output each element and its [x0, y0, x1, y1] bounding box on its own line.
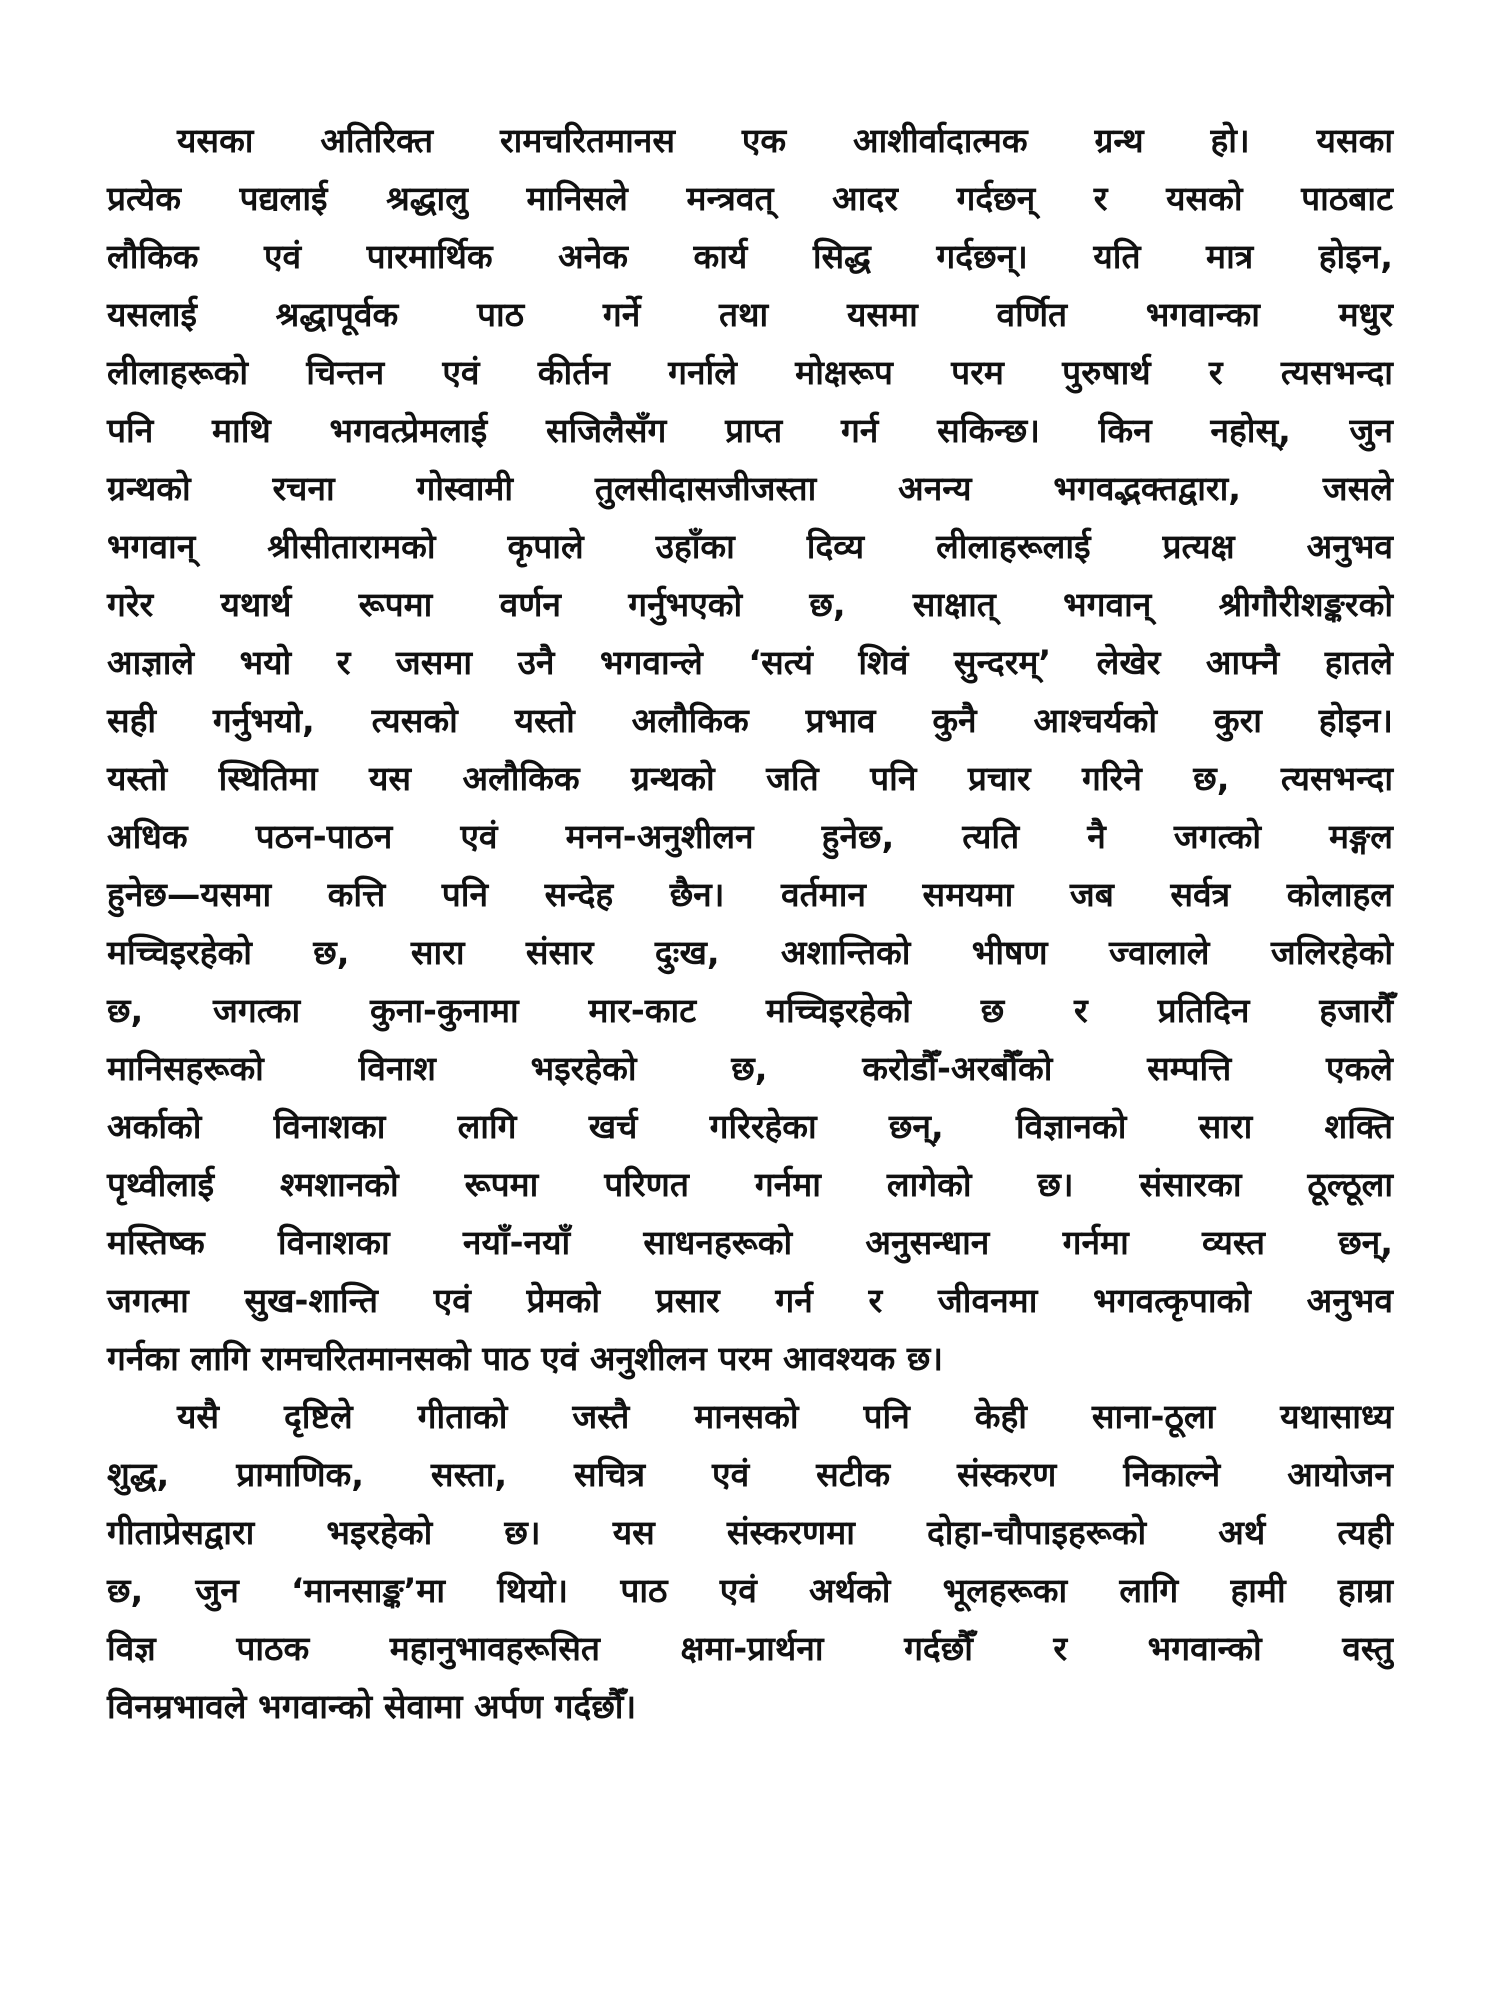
text-line: आज्ञाले भयो र जसमा उनै भगवान्ले ‘सत्यं शिवं सुन्दरम्’ लेखेर आफ्नै हातले	[107, 643, 1393, 682]
text-line: मानिसहरूको विनाश भइरहेको छ, करोडौँ-अरबौँको सम्पत्ति एकले	[107, 1049, 1393, 1088]
text-line: लीलाहरूको चिन्तन एवं कीर्तन गर्नाले मोक्षरूप परम पुरुषार्थ र त्यसभन्दा	[107, 353, 1393, 392]
text-line: पनि माथि भगवत्प्रेमलाई सजिलैसँग प्राप्त गर्न सकिन्छ। किन नहोस्, जुन	[107, 411, 1393, 450]
document-page	[107, 112, 1393, 1736]
text-line: यसलाई श्रद्धापूर्वक पाठ गर्ने तथा यसमा वर्णित भगवान्का मधुर	[107, 295, 1393, 334]
text-line: छ, जुन ‘मानसाङ्क’मा थियो। पाठ एवं अर्थको भूलहरूका लागि हामी हाम्रा	[107, 1571, 1393, 1610]
text-line: जगत्मा सुख-शान्ति एवं प्रेमको प्रसार गर्न र जीवनमा भगवत्कृपाको अनुभव	[107, 1281, 1393, 1320]
text-line: गर्नका लागि रामचरितमानसको पाठ एवं अनुशीलन परम आवश्यक छ।	[107, 1339, 944, 1378]
text-line: यसै दृष्टिले गीताको जस्तै मानसको पनि केही साना-ठूला यथासाध्य	[177, 1397, 1393, 1436]
text-line: पृथ्वीलाई श्मशानको रूपमा परिणत गर्नमा लागेको छ। संसारका ठूल्ठूला	[107, 1165, 1393, 1204]
text-line: यसका अतिरिक्त रामचरितमानस एक आशीर्वादात्मक ग्रन्थ हो। यसका	[177, 121, 1393, 160]
text-line: ग्रन्थको रचना गोस्वामी तुलसीदासजीजस्ता अनन्य भगवद्भक्तद्वारा, जसले	[107, 469, 1393, 508]
text-line: विज्ञ पाठक महानुभावहरूसित क्षमा-प्रार्थना गर्दछौँ र भगवान्को वस्तु	[107, 1629, 1393, 1668]
text-line: शुद्ध, प्रामाणिक, सस्ता, सचित्र एवं सटीक संस्करण निकाल्ने आयोजन	[107, 1455, 1393, 1494]
text-line: हुनेछ—यसमा कत्ति पनि सन्देह छैन। वर्तमान समयमा जब सर्वत्र कोलाहल	[107, 875, 1393, 914]
text-line: यस्तो स्थितिमा यस अलौकिक ग्रन्थको जति पनि प्रचार गरिने छ, त्यसभन्दा	[107, 759, 1393, 798]
paragraph-2	[107, 1388, 1393, 1736]
text-line: विनम्रभावले भगवान्को सेवामा अर्पण गर्दछौँ।	[107, 1687, 637, 1726]
text-line: भगवान् श्रीसीतारामको कृपाले उहाँका दिव्य लीलाहरूलाई प्रत्यक्ष अनुभव	[107, 527, 1393, 566]
text-line: मस्तिष्क विनाशका नयाँ-नयाँ साधनहरूको अनुसन्धान गर्नमा व्यस्त छन्,	[107, 1223, 1393, 1262]
text-line: गीताप्रेसद्वारा भइरहेको छ। यस संस्करणमा दोहा-चौपाइहरूको अर्थ त्यही	[107, 1513, 1393, 1552]
text-line: लौकिक एवं पारमार्थिक अनेक कार्य सिद्ध गर्दछन्। यति मात्र होइन,	[107, 237, 1393, 276]
text-line: छ, जगत्का कुना-कुनामा मार-काट मच्चिइरहेको छ र प्रतिदिन हजारौँ	[107, 991, 1393, 1030]
paragraph-1	[107, 112, 1393, 1388]
text-line: गरेर यथार्थ रूपमा वर्णन गर्नुभएको छ, साक्षात् भगवान् श्रीगौरीशङ्करको	[107, 585, 1393, 624]
text-line: प्रत्येक पद्यलाई श्रद्धालु मानिसले मन्त्रवत् आदर गर्दछन् र यसको पाठबाट	[107, 179, 1393, 218]
text-line: अर्काको विनाशका लागि खर्च गरिरहेका छन्, विज्ञानको सारा शक्ति	[107, 1107, 1393, 1146]
text-line: अधिक पठन-पाठन एवं मनन-अनुशीलन हुनेछ, त्यति नै जगत्को मङ्गल	[107, 817, 1393, 856]
text-line: मच्चिइरहेको छ, सारा संसार दुःख, अशान्तिको भीषण ज्वालाले जलिरहेको	[107, 933, 1393, 972]
text-line: सही गर्नुभयो, त्यसको यस्तो अलौकिक प्रभाव कुनै आश्चर्यको कुरा होइन।	[107, 701, 1393, 740]
